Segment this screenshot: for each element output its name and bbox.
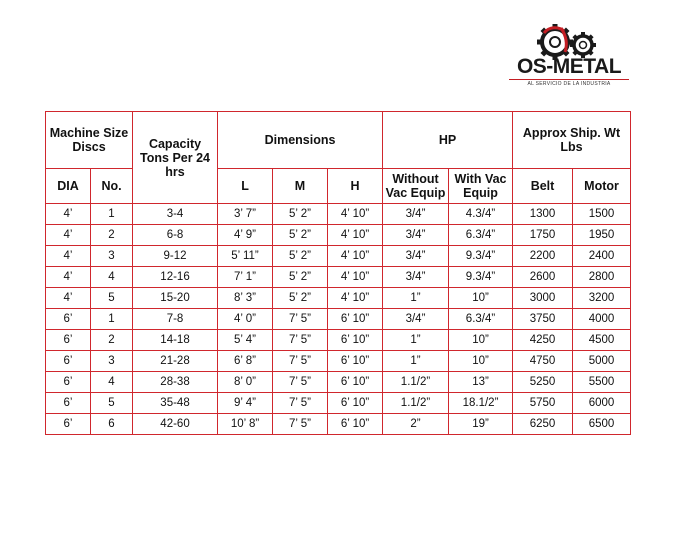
cell-dia: 6’ bbox=[46, 372, 91, 393]
cell-no: 2 bbox=[91, 330, 133, 351]
cell-belt: 5750 bbox=[513, 393, 573, 414]
cell-dia: 4’ bbox=[46, 204, 91, 225]
cell-hp-without-vac: 3/4” bbox=[383, 309, 449, 330]
cell-l: 6’ 8” bbox=[218, 351, 273, 372]
cell-hp-without-vac: 3/4” bbox=[383, 225, 449, 246]
cell-hp-without-vac: 1.1/2” bbox=[383, 393, 449, 414]
header-hp: HP bbox=[383, 112, 513, 169]
cell-belt: 4750 bbox=[513, 351, 573, 372]
cell-m: 5’ 2” bbox=[273, 246, 328, 267]
cell-capacity: 7-8 bbox=[133, 309, 218, 330]
cell-l: 8’ 0” bbox=[218, 372, 273, 393]
cell-capacity: 6-8 bbox=[133, 225, 218, 246]
header-capacity: Capacity Tons Per 24 hrs bbox=[133, 112, 218, 204]
cell-capacity: 3-4 bbox=[133, 204, 218, 225]
cell-belt: 3750 bbox=[513, 309, 573, 330]
cell-dia: 4’ bbox=[46, 225, 91, 246]
cell-h: 4’ 10” bbox=[328, 204, 383, 225]
table-row bbox=[46, 351, 631, 372]
cell-hp-without-vac: 1” bbox=[383, 330, 449, 351]
logo-divider bbox=[509, 79, 629, 80]
cell-dia: 6’ bbox=[46, 414, 91, 435]
cell-h: 6’ 10” bbox=[328, 414, 383, 435]
cell-motor: 1500 bbox=[573, 204, 631, 225]
cell-motor: 1950 bbox=[573, 225, 631, 246]
cell-no: 1 bbox=[91, 204, 133, 225]
header-approx-ship-wt: Approx Ship. Wt Lbs bbox=[513, 112, 631, 169]
cell-l: 4’ 0” bbox=[218, 309, 273, 330]
cell-motor: 4500 bbox=[573, 330, 631, 351]
cell-capacity: 21-28 bbox=[133, 351, 218, 372]
table-row bbox=[46, 267, 631, 288]
logo-wordmark: OS-METAL bbox=[516, 55, 622, 78]
cell-capacity: 9-12 bbox=[133, 246, 218, 267]
cell-motor: 5500 bbox=[573, 372, 631, 393]
cell-hp-without-vac: 3/4” bbox=[383, 204, 449, 225]
cell-m: 5’ 2” bbox=[273, 204, 328, 225]
cell-hp-with-vac: 9.3/4” bbox=[449, 246, 513, 267]
cell-hp-with-vac: 6.3/4” bbox=[449, 309, 513, 330]
cell-hp-without-vac: 1” bbox=[383, 351, 449, 372]
cell-no: 5 bbox=[91, 288, 133, 309]
cell-m: 7’ 5” bbox=[273, 414, 328, 435]
cell-hp-with-vac: 10” bbox=[449, 351, 513, 372]
cell-motor: 2800 bbox=[573, 267, 631, 288]
cell-hp-without-vac: 2” bbox=[383, 414, 449, 435]
table-row bbox=[46, 372, 631, 393]
table-row bbox=[46, 414, 631, 435]
cell-l: 4’ 9” bbox=[218, 225, 273, 246]
logo-tagline: AL SERVICIO DE LA INDUSTRIA bbox=[527, 81, 611, 87]
cell-l: 8’ 3” bbox=[218, 288, 273, 309]
cell-hp-with-vac: 6.3/4” bbox=[449, 225, 513, 246]
cell-m: 5’ 2” bbox=[273, 288, 328, 309]
header-m: M bbox=[273, 169, 328, 204]
cell-capacity: 14-18 bbox=[133, 330, 218, 351]
cell-hp-with-vac: 10” bbox=[449, 330, 513, 351]
table-row bbox=[46, 309, 631, 330]
cell-hp-without-vac: 3/4” bbox=[383, 267, 449, 288]
header-h: H bbox=[328, 169, 383, 204]
header-belt: Belt bbox=[513, 169, 573, 204]
cell-dia: 4’ bbox=[46, 288, 91, 309]
cell-hp-without-vac: 3/4” bbox=[383, 246, 449, 267]
cell-l: 5’ 4” bbox=[218, 330, 273, 351]
cell-no: 3 bbox=[91, 351, 133, 372]
cell-m: 5’ 2” bbox=[273, 225, 328, 246]
cell-dia: 6’ bbox=[46, 351, 91, 372]
header-dia: DIA bbox=[46, 169, 91, 204]
cell-h: 6’ 10” bbox=[328, 372, 383, 393]
cell-capacity: 28-38 bbox=[133, 372, 218, 393]
header-dimensions: Dimensions bbox=[218, 112, 383, 169]
cell-l: 7’ 1” bbox=[218, 267, 273, 288]
cell-h: 6’ 10” bbox=[328, 330, 383, 351]
cell-dia: 6’ bbox=[46, 393, 91, 414]
cell-m: 5’ 2” bbox=[273, 267, 328, 288]
cell-l: 10’ 8” bbox=[218, 414, 273, 435]
cell-m: 7’ 5” bbox=[273, 372, 328, 393]
cell-no: 6 bbox=[91, 414, 133, 435]
cell-h: 4’ 10” bbox=[328, 225, 383, 246]
cell-l: 5’ 11” bbox=[218, 246, 273, 267]
cell-m: 7’ 5” bbox=[273, 330, 328, 351]
cell-no: 4 bbox=[91, 372, 133, 393]
cell-hp-with-vac: 9.3/4” bbox=[449, 267, 513, 288]
cell-no: 4 bbox=[91, 267, 133, 288]
cell-dia: 4’ bbox=[46, 267, 91, 288]
cell-dia: 6’ bbox=[46, 309, 91, 330]
cell-belt: 5250 bbox=[513, 372, 573, 393]
cell-belt: 6250 bbox=[513, 414, 573, 435]
cell-hp-with-vac: 4.3/4” bbox=[449, 204, 513, 225]
cell-h: 6’ 10” bbox=[328, 351, 383, 372]
cell-m: 7’ 5” bbox=[273, 393, 328, 414]
cell-h: 4’ 10” bbox=[328, 246, 383, 267]
cell-hp-without-vac: 1” bbox=[383, 288, 449, 309]
cell-motor: 6000 bbox=[573, 393, 631, 414]
table-row bbox=[46, 288, 631, 309]
header-motor: Motor bbox=[573, 169, 631, 204]
cell-belt: 3000 bbox=[513, 288, 573, 309]
cell-belt: 2200 bbox=[513, 246, 573, 267]
table-row bbox=[46, 393, 631, 414]
cell-m: 7’ 5” bbox=[273, 309, 328, 330]
header-without-vac: Without Vac Equip bbox=[383, 169, 449, 204]
cell-belt: 4250 bbox=[513, 330, 573, 351]
cell-belt: 1750 bbox=[513, 225, 573, 246]
cell-h: 4’ 10” bbox=[328, 288, 383, 309]
cell-no: 1 bbox=[91, 309, 133, 330]
cell-belt: 1300 bbox=[513, 204, 573, 225]
cell-hp-without-vac: 1.1/2” bbox=[383, 372, 449, 393]
cell-capacity: 15-20 bbox=[133, 288, 218, 309]
cell-l: 9’ 4” bbox=[218, 393, 273, 414]
cell-l: 3’ 7” bbox=[218, 204, 273, 225]
cell-h: 6’ 10” bbox=[328, 393, 383, 414]
header-no: No. bbox=[91, 169, 133, 204]
cell-capacity: 12-16 bbox=[133, 267, 218, 288]
specifications-table bbox=[45, 111, 631, 435]
cell-m: 7’ 5” bbox=[273, 351, 328, 372]
table-body bbox=[46, 204, 631, 435]
os-metal-logo bbox=[505, 22, 633, 92]
cell-no: 2 bbox=[91, 225, 133, 246]
cell-motor: 6500 bbox=[573, 414, 631, 435]
table-row bbox=[46, 225, 631, 246]
cell-h: 4’ 10” bbox=[328, 267, 383, 288]
header-l: L bbox=[218, 169, 273, 204]
cell-dia: 4’ bbox=[46, 246, 91, 267]
cell-capacity: 35-48 bbox=[133, 393, 218, 414]
table-row bbox=[46, 246, 631, 267]
cell-hp-with-vac: 18.1/2” bbox=[449, 393, 513, 414]
cell-h: 6’ 10” bbox=[328, 309, 383, 330]
cell-motor: 2400 bbox=[573, 246, 631, 267]
cell-belt: 2600 bbox=[513, 267, 573, 288]
table-row bbox=[46, 330, 631, 351]
cell-dia: 6’ bbox=[46, 330, 91, 351]
cell-no: 5 bbox=[91, 393, 133, 414]
cell-motor: 5000 bbox=[573, 351, 631, 372]
cell-hp-with-vac: 10” bbox=[449, 288, 513, 309]
table-row bbox=[46, 204, 631, 225]
cell-hp-with-vac: 13” bbox=[449, 372, 513, 393]
cell-motor: 3200 bbox=[573, 288, 631, 309]
cell-motor: 4000 bbox=[573, 309, 631, 330]
cell-no: 3 bbox=[91, 246, 133, 267]
header-with-vac: With Vac Equip bbox=[449, 169, 513, 204]
cell-capacity: 42-60 bbox=[133, 414, 218, 435]
cell-hp-with-vac: 19” bbox=[449, 414, 513, 435]
header-machine-size-discs: Machine Size Discs bbox=[46, 112, 133, 169]
